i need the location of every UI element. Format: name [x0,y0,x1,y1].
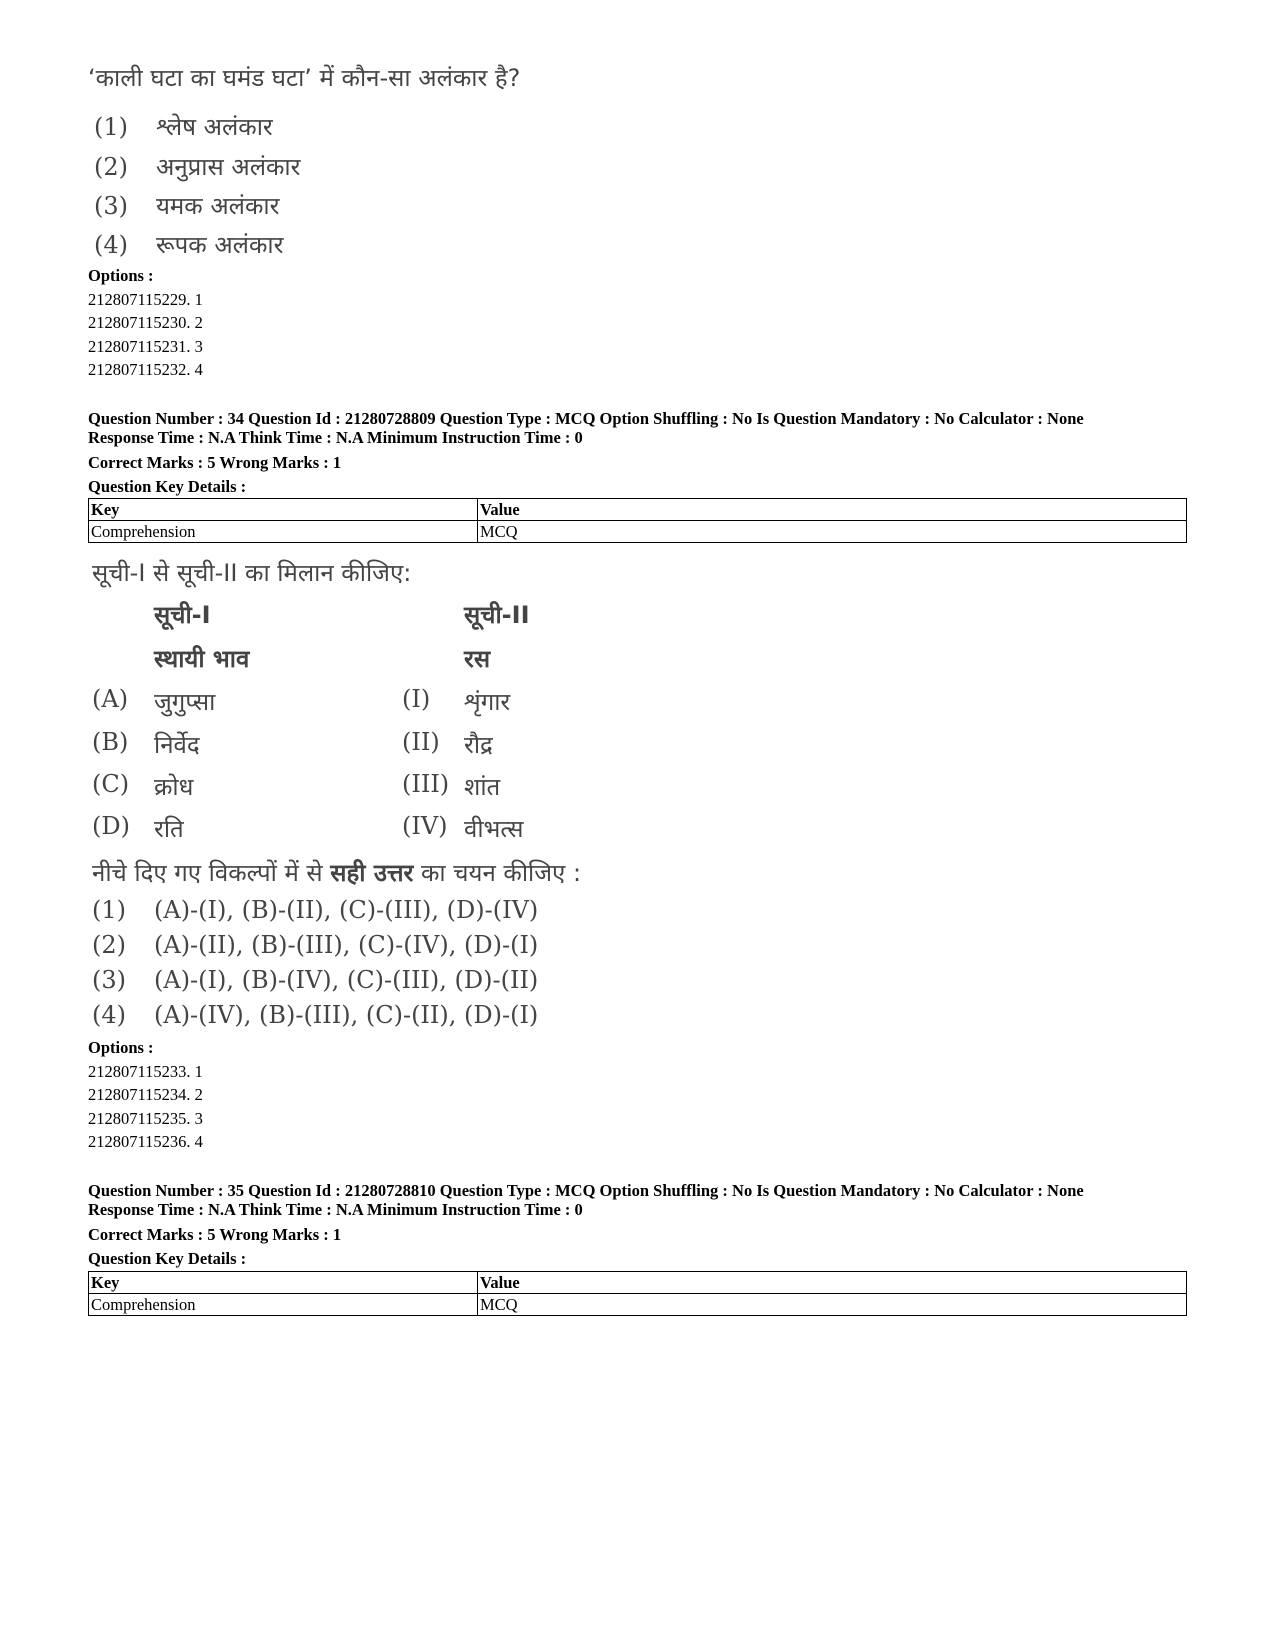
q35-meta [88,1181,1084,1270]
match-pair-d: (D) रति (IV) वीभत्स [92,812,524,843]
table-row [89,1294,1187,1316]
q34-key-details-label: Question Key Details : [88,476,247,496]
match-pair-c: (C) क्रोध (III) शांत [92,770,501,801]
q34-meta-line-1: Question Number : 34 Question Id : 21280728809 Question Type : MCQ Option Shuffling : No Is Question Mandatory : No Calculator : None [88,409,1084,428]
q34-meta-line-2: Response Time : N.A Think Time : N.A Minimum Instruction Time : 0 [88,428,583,447]
q34-meta [88,409,1084,498]
table-cell-value: MCQ [478,1294,1187,1316]
table-header-value: Value [478,1272,1187,1294]
list2-subheading: रस [464,645,491,673]
q33-choice-2: (2) अनुप्रास अलंकार [94,153,301,181]
table-row [89,1272,1187,1294]
q34-options [88,1036,203,1154]
q33-choice-3: (3) यमक अलंकार [94,192,280,220]
option-id: 212807115232. 4 [88,360,203,379]
option-id: 212807115230. 2 [88,313,203,332]
q35-key-details-label: Question Key Details : [88,1248,247,1268]
q33-choice-4: (4) रूपक अलंकार [94,231,284,259]
table-row [89,521,1187,543]
q35-meta-line-2: Response Time : N.A Think Time : N.A Minimum Instruction Time : 0 [88,1200,583,1219]
option-id: 212807115229. 1 [88,289,203,309]
q35-marks: Correct Marks : 5 Wrong Marks : 1 [88,1225,342,1244]
q34-marks: Correct Marks : 5 Wrong Marks : 1 [88,453,342,472]
document-page: ‘काली घटा का घमंड घटा’ में कौन-सा अलंकार है? (1) श्लेष अलंकार (2) अनुप्रास अलंकार (3) यमक अलंकार (4) रूपक अलंकार Options : 212807115229. 1 212807115230. 2 212807115231. 3 212807115232. 4 Question Number : 34 Question Id : 21280728809 Question Type : MCQ Option Shuffling : No Is Question Mandatory : No Calculator : None Response Time : N.A Think Time : N.A Minimum Instruction Time : 0 Correct Marks : 5 Wrong Marks : 1 Question Key Details : Key Value Comprehension MCQ सूची-I से सूची-II का मिलान कीजिए: सूची-I सूची-II स्थायी भाव रस (A) जुगुप्सा (I) शृंगार (B) निर्वेद (II) रौद्र (C) क्रोध (III) शांत (D) रति (IV) वीभत्स नीचे दिए गए विकल्पों में से सही उत्तर का चयन कीजिए : (1) (A)-(I), (B)-(II), (C)-(III), (D)-(IV) (2) (A)-(II), (B)-(III), (C)-(IV), (D)-(I) (3) (A)-(I), (B)-(IV), (C)-(III), (D)-(II) (4) (A)-(IV), (B)-(III), (C)-(II), (D)-(I) Options : 212807115233. 1 212807115234. 2 212807115235. 3 212807115236. 4 Question Number : 35 Question Id : 21280728810 Question Type : MCQ Option Shuffling : No Is Question Mandatory : No Calculator : None Response Time : N.A Think Time : N.A Minimum Instruction Time : 0 Correct Marks : 5 Wrong Marks : 1 Question Key Details : Key Value Comprehension MCQ [0,0,1275,1651]
list1-subheading: स्थायी भाव [154,645,250,673]
option-id: 212807115231. 3 [88,336,203,356]
q33-question-image [88,64,521,259]
list2-heading: सूची-II [464,601,530,629]
table-row [89,499,1187,521]
q34-key-table [88,498,1187,543]
table-cell-key: Comprehension [89,521,478,543]
option-id: 212807115236. 4 [88,1132,203,1151]
table-header-value: Value [478,499,1187,521]
options-label: Options : [88,1038,154,1057]
q33-choice-1: (1) श्लेष अलंकार [94,113,273,141]
option-id: 212807115235. 3 [88,1108,203,1128]
match-pair-a: (A) जुगुप्सा (I) शृंगार [92,685,511,716]
q33-stem: ‘काली घटा का घमंड घटा’ में कौन-सा अलंकार है? [88,64,521,92]
option-id: 212807115233. 1 [88,1061,203,1081]
q34-instruction: नीचे दिए गए विकल्पों में से सही उत्तर का चयन कीजिए : [92,859,582,887]
q34-stem: सूची-I से सूची-II का मिलान कीजिए: [92,559,412,587]
table-header-key: Key [89,1272,478,1294]
options-label: Options : [88,266,154,285]
table-cell-value: MCQ [478,521,1187,543]
match-pair-b: (B) निर्वेद (II) रौद्र [92,728,493,759]
q35-meta-line-1: Question Number : 35 Question Id : 21280728810 Question Type : MCQ Option Shuffling : No Is Question Mandatory : No Calculator : None [88,1181,1084,1200]
table-cell-key: Comprehension [89,1294,478,1316]
option-id: 212807115234. 2 [88,1085,203,1104]
table-header-key: Key [89,499,478,521]
q35-key-table [88,1271,1187,1316]
q33-options [88,264,203,382]
list1-heading: सूची-I [154,601,211,629]
